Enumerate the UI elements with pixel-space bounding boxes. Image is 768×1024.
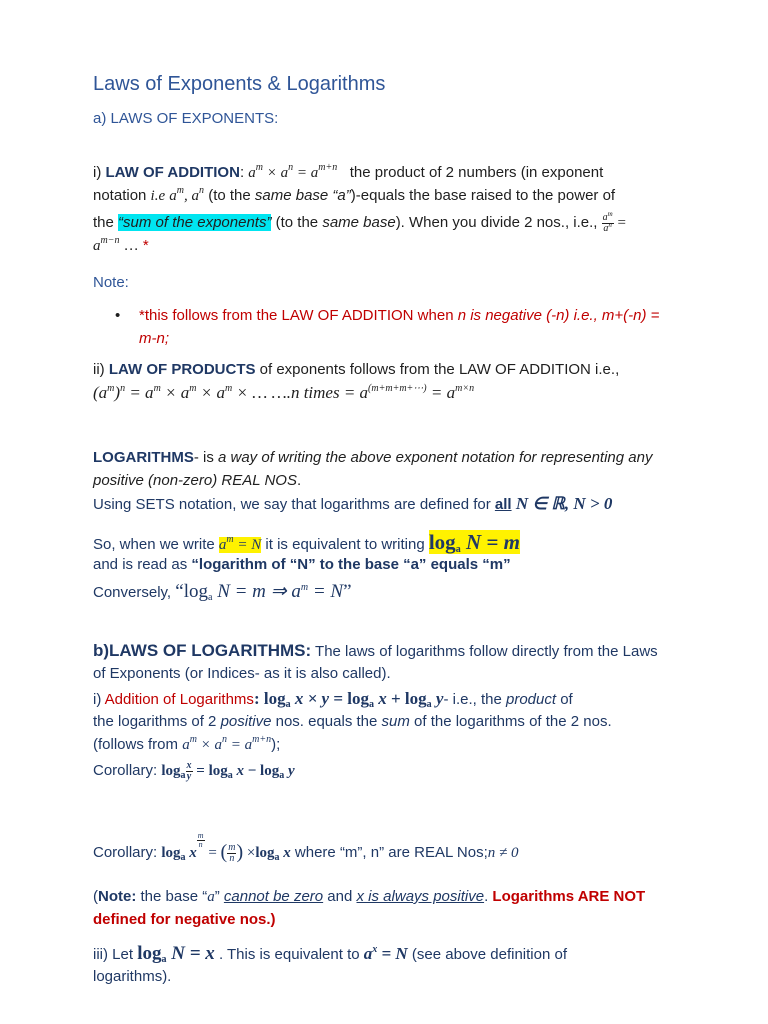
- logarithms-conversely-line: Conversely, “$\log_a$ N = m ⇒ $a^m = N$”: [93, 581, 352, 603]
- addition-of-logs-line3: (follows from $a^m \times a^n = a^{m+n}$);: [93, 734, 281, 753]
- law3-line1: iii) Let $\log_a N = x$ . This is equivalent to $a^x = N$ (see above definition of: [93, 943, 567, 965]
- law-addition-line1: i) LAW OF ADDITION: $a^m \times a^n = a^{m+n}$ the product of 2 numbers (in exponent: [93, 162, 604, 181]
- law-products-formula: $(a^m)^n = a^m \times a^m \times a^m$ × … ….n times = $a^{(m+m+m+\cdots)} = a^{m\times n}$: [93, 383, 475, 402]
- logarithms-line1: LOGARITHMS- is a way of writing the above exponent notation for representing any: [93, 449, 653, 466]
- logarithms-line2: positive (non-zero) REAL NOS.: [93, 472, 302, 489]
- law3-line2: logarithms).: [93, 968, 172, 985]
- log-highlight: $\log_a N = m$: [428, 530, 520, 555]
- sum-of-exponents-highlight: “sum of the exponents”: [118, 214, 272, 231]
- section-b-line2: of Exponents (or Indices- as it is also called).: [93, 665, 391, 682]
- note2-line2: defined for negative nos.): [93, 911, 276, 928]
- page-title: Laws of Exponents & Logarithms: [93, 73, 386, 95]
- division-fraction: $\frac{a^m}{a^n}$: [602, 209, 613, 234]
- note2-line1: (Note: the base “a” cannot be zero and x is always positive. Logarithms ARE NOT: [93, 888, 646, 905]
- law-addition-line2: notation i.e $a^m$, $a^n$ (to the same base “a”)-equals the base raised to the power of: [93, 185, 616, 204]
- corollary-2: Corollary: $\log_a x$ $\frac{m}{n}$ = ( $\frac{m}{n}$ ) $\times\log_a$ x where “m”, n” are REAL Nos;n ≠ 0: [93, 831, 519, 864]
- note-label: Note:: [93, 274, 129, 291]
- addition-of-logs-line: i) Addition of Logarithms: $\log_a x \times y = \log_a x + \log_a y-$ i.e., the product of: [93, 689, 573, 710]
- bullet-icon: •: [115, 307, 121, 324]
- power-highlight: $a^m = N$: [218, 534, 262, 553]
- logarithms-read-line: and is read as “logarithm of “N” to the base “a” equals “m”: [93, 556, 511, 573]
- section-a-heading: a) LAWS OF EXPONENTS:: [93, 110, 279, 127]
- law-addition-line3: the “sum of the exponents” (to the same base). When you divide 2 nos., i.e., $\frac{a^m}{a^n}$ =: [93, 209, 626, 234]
- logarithms-sets-line: Using SETS notation, we say that logarithms are defined for all N ∈ ℝ, N > 0: [93, 494, 613, 513]
- law-addition-formula: $a^m \times a^n = a^{m+n}$: [248, 162, 338, 181]
- law-products-line1: ii) LAW OF PRODUCTS of exponents follows from the LAW OF ADDITION i.e.,: [93, 361, 620, 378]
- section-b-line1: b)LAWS OF LOGARITHMS: The laws of logarithms follow directly from the Laws: [93, 641, 658, 660]
- law-addition-line4: $a^{m-n}$ … *: [93, 235, 149, 254]
- logarithms-equivalence-line: So, when we write $a^m = N$ it is equivalent to writing $\log_a N = m$: [93, 530, 520, 555]
- note-bullet-cont: m-n;: [139, 330, 169, 347]
- addition-of-logs-line2: the logarithms of 2 positive nos. equals the sum of the logarithms of the 2 nos.: [93, 713, 612, 730]
- corollary-1: Corollary: $\log_a$ $\frac{x}{y}$ = $\log_a x - \log_a y$: [93, 759, 295, 782]
- note-bullet: • *this follows from the LAW OF ADDITION when n is negative (-n) i.e., m+(-n) =: [115, 307, 660, 324]
